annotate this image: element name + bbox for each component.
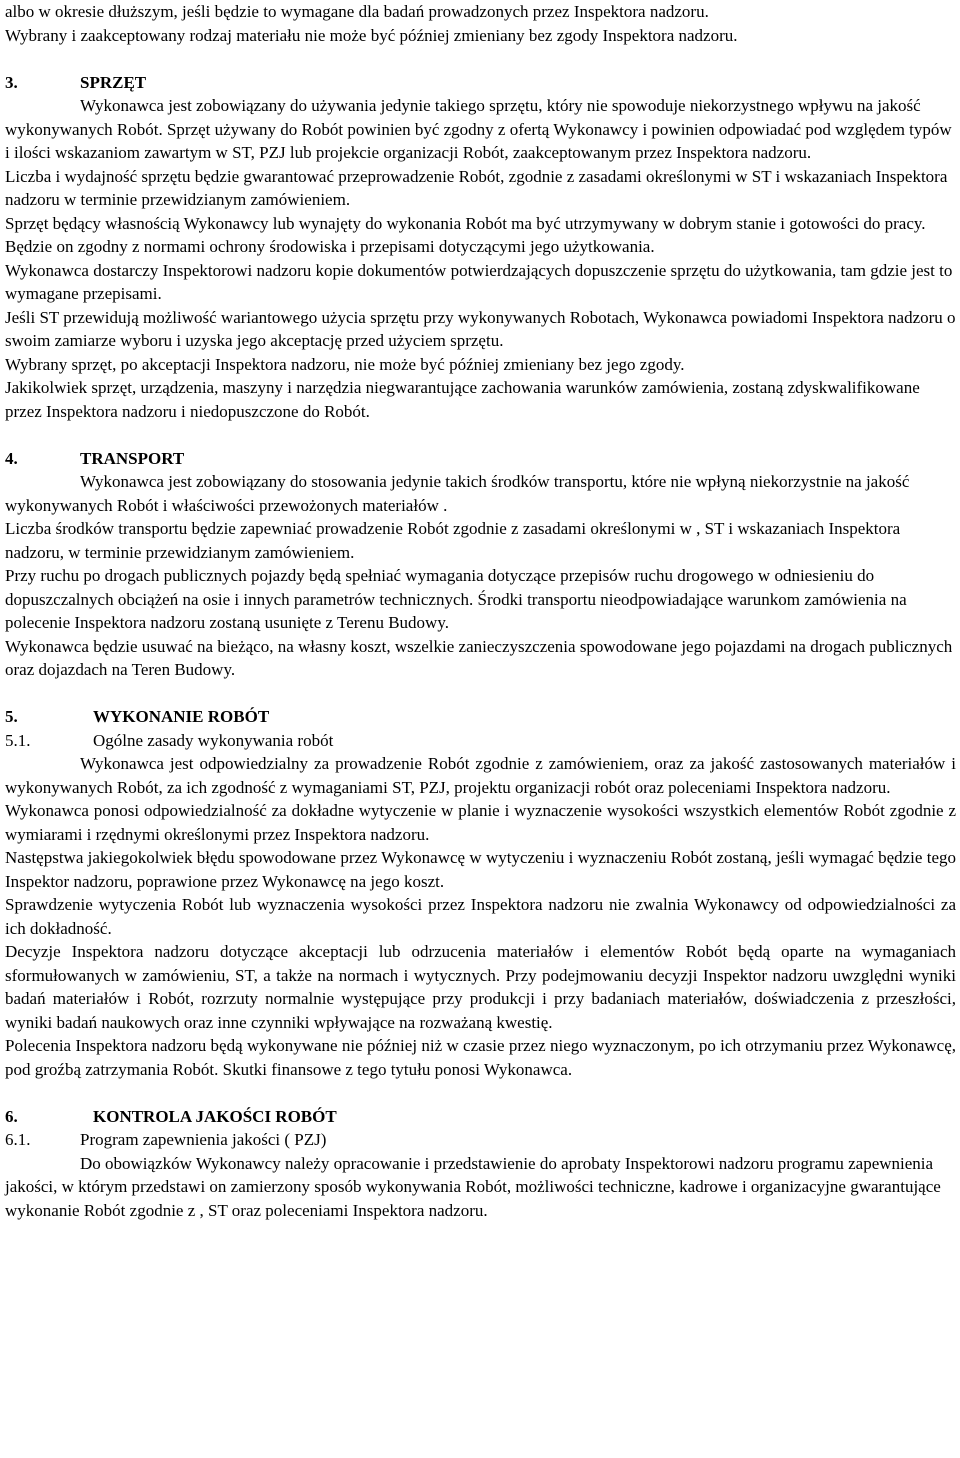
s5-paragraph: Decyzje Inspektora nadzoru dotyczące akceptacji lub odrzucenia materiałów i elementów Robót będą oparte na wymaganiach sformułowanych w zamówieniu, ST, a także na normach i wytycznych. Przy podejmowaniu decyzji Inspektor nadzoru uwzględni wyniki badań materiałów i Robót, rozrzuty normalnie występujące przy produkcji i przy badaniach materiałów, doświadczenia z przeszłości, wyniki badań naukowych oraz inne czynniki wpływające na rozważaną kwestię. xyxy=(5,942,956,1032)
s3-paragraph: Wykonawca jest zobowiązany do używania jedynie takiego sprzętu, który nie spowoduje niekorzystnego wpływu na jakość wykonywanych Robót. Sprzęt używany do Robót powinien być zgodny z ofertą Wykonawcy i powinien odpowiadać pod względem typów i ilości wskazaniom zawartym w ST, PZJ lub projekcie organizacji Robót, zaakceptowanym przez Inspektora nadzoru. xyxy=(5,96,952,162)
section-title: TRANSPORT xyxy=(80,448,185,468)
s3-paragraph: Wykonawca dostarczy Inspektorowi nadzoru kopie dokumentów potwierdzających dopuszczenie sprzętu do użytkowania, tam gdzie jest to wymagane przepisami. xyxy=(5,260,953,303)
s4-paragraph: Przy ruchu po drogach publicznych pojazdy będą spełniać wymagania dotyczące przepisów ruchu drogowego w odniesieniu do dopuszczalnych obciążeń na osie i innych parametrów technicznych. Środki transportu nieodpowiadające warunkom zamówienia na polecenie Inspektora nadzoru zostaną usunięte z Terenu Budowy. xyxy=(5,566,907,632)
section-number: 5. xyxy=(5,707,18,726)
s3-paragraph: Jakikolwiek sprzęt, urządzenia, maszyny i narzędzia niegwarantujące zachowania warunków zamówienia, zostaną zdyskwalifikowane przez Inspektora nadzoru i niedopuszczone do Robót. xyxy=(5,378,920,421)
subsection-6-1-heading xyxy=(5,1128,956,1152)
s6-paragraph: Do obowiązków Wykonawcy należy opracowanie i przedstawienie do aprobaty Inspektorowi nadzoru programu zapewnienia jakości, w którym przedstawi on zamierzony sposób wykonywania Robót, możliwości techniczne, kadrowe i organizacyjne gwarantujące wykonanie Robót zgodnie z , ST oraz poleceniami Inspektora nadzoru. xyxy=(5,1153,941,1220)
s3-paragraph: Jeśli ST przewidują możliwość wariantowego użycia sprzętu przy wykonywanych Robotach, Wykonawca powiadomi Inspektora nadzoru o swoim zamiarze wyboru i uzyska jego akceptację przed użyciem sprzętu. xyxy=(5,307,956,350)
section-number: 3. xyxy=(5,72,18,92)
section-3-heading xyxy=(5,71,956,95)
s3-paragraph: Sprzęt będący własnością Wykonawcy lub wynajęty do wykonania Robót ma być utrzymywany w dobrym stanie i gotowości do pracy. Będzie on zgodny z normami ochrony środowiska i przepisami dotyczącymi jego użytkowania. xyxy=(5,213,926,256)
intro-line-1: albo w okresie dłuższym, jeśli będzie to wymagane dla badań prowadzonych przez Inspektora nadzoru. xyxy=(5,2,709,21)
subsection-number: 6.1. xyxy=(5,1130,31,1149)
s5-paragraph: Następstwa jakiegokolwiek błędu spowodowane przez Wykonawcę w wytyczeniu i wyznaczeniu Robót zostaną, jeśli wymagać będzie tego Inspektor nadzoru, poprawione przez Wykonawcę na jego koszt. xyxy=(5,848,956,891)
section-title: KONTROLA JAKOŚCI ROBÓT xyxy=(93,1106,337,1126)
section-title: SPRZĘT xyxy=(80,72,147,92)
s3-paragraph: Wybrany sprzęt, po akceptacji Inspektora nadzoru, nie może być później zmieniany bez jego zgody. xyxy=(5,354,685,374)
s3-paragraph: Liczba i wydajność sprzętu będzie gwarantować przeprowadzenie Robót, zgodnie z zasadami określonymi w ST i wskazaniach Inspektora nadzoru w terminie przewidzianym zamówieniem. xyxy=(5,166,948,209)
subsection-title: Ogólne zasady wykonywania robót xyxy=(93,730,334,750)
section-number: 4. xyxy=(5,448,18,468)
intro-line-2: Wybrany i zaakceptowany rodzaj materiału nie może być później zmieniany bez zgody Inspektora nadzoru. xyxy=(5,25,738,45)
section-6-heading xyxy=(5,1105,956,1129)
subsection-title: Program zapewnienia jakości ( PZJ) xyxy=(80,1130,327,1149)
section-number: 6. xyxy=(5,1106,18,1126)
s5-paragraph: Wykonawca jest odpowiedzialny za prowadzenie Robót zgodnie z zamówieniem, oraz za jakość zastosowanych materiałów i wykonywanych Robót, za ich zgodność z wymaganiami ST, PZJ, projektu organizacji robót oraz poleceniami Inspektora nadzoru. xyxy=(5,754,956,797)
section-title: WYKONANIE ROBÓT xyxy=(93,707,270,726)
s4-paragraph: Wykonawca jest zobowiązany do stosowania jedynie takich środków transportu, które nie wpłyną niekorzystnie na jakość wykonywanych Robót i właściwości przewożonych materiałów . xyxy=(5,472,910,515)
section-4-heading xyxy=(5,447,956,471)
subsection-number: 5.1. xyxy=(5,730,31,750)
s5-paragraph: Sprawdzenie wytyczenia Robót lub wyznaczenia wysokości przez Inspektora nadzoru nie zwalnia Wykonawcy od odpowiedzialności za ich dokładność. xyxy=(5,895,956,938)
s5-paragraph: Wykonawca ponosi odpowiedzialność za dokładne wytyczenie w planie i wyznaczenie wysokości wszystkich elementów Robót zgodnie z wymiarami i rzędnymi określonymi przez Inspektora nadzoru. xyxy=(5,801,956,844)
s4-paragraph: Liczba środków transportu będzie zapewniać prowadzenie Robót zgodnie z zasadami określonymi w , ST i wskazaniach Inspektora nadzoru, w terminie przewidzianym zamówieniem. xyxy=(5,519,901,562)
s5-paragraph: Polecenia Inspektora nadzoru będą wykonywane nie później niż w czasie przez niego wyznaczonym, po ich otrzymaniu przez Wykonawcę, pod groźbą zatrzymania Robót. Skutki finansowe z tego tytułu ponosi Wykonawca. xyxy=(5,1036,956,1079)
subsection-5-1-heading xyxy=(5,729,956,753)
s4-paragraph: Wykonawca będzie usuwać na bieżąco, na własny koszt, wszelkie zanieczyszczenia spowodowane jego pojazdami na drogach publicznych oraz dojazdach na Teren Budowy. xyxy=(5,636,953,679)
section-5-heading xyxy=(5,705,956,729)
